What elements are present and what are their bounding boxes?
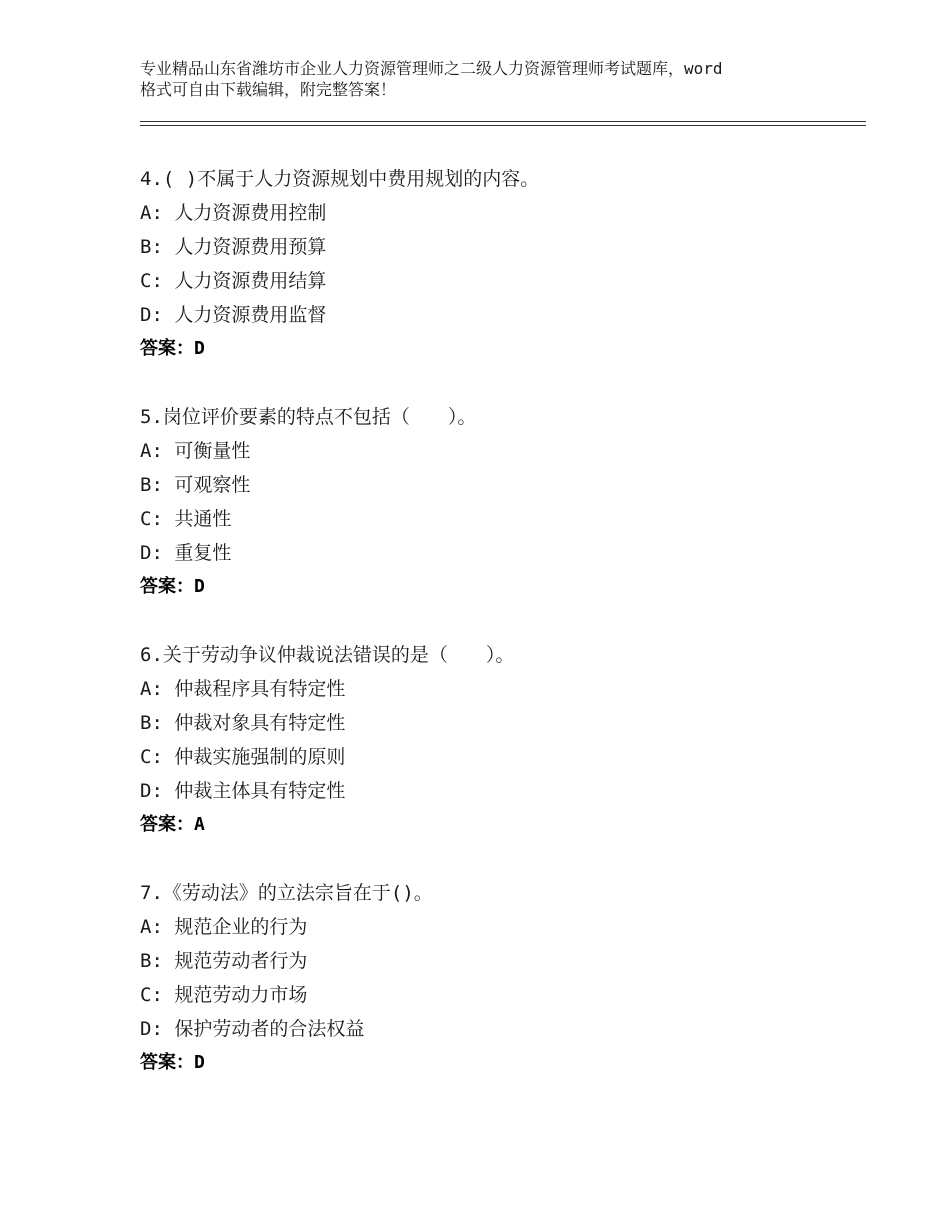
question-stem: 6.关于劳动争议仲裁说法错误的是（ ）。 bbox=[140, 644, 515, 666]
question-4 bbox=[140, 164, 840, 368]
option-d: D: 人力资源费用监督 bbox=[140, 304, 327, 326]
question-stem: 7.《劳动法》的立法宗旨在于()。 bbox=[140, 882, 433, 904]
option-b: B: 人力资源费用预算 bbox=[140, 236, 327, 258]
option-c: C: 规范劳动力市场 bbox=[140, 984, 308, 1006]
option-b: B: 可观察性 bbox=[140, 474, 251, 496]
question-5 bbox=[140, 402, 840, 606]
option-c: C: 人力资源费用结算 bbox=[140, 270, 327, 292]
option-d: D: 仲裁主体具有特定性 bbox=[140, 780, 346, 802]
header-divider bbox=[140, 121, 866, 122]
answer-label: 答案：A bbox=[140, 814, 205, 835]
question-stem: 4.( )不属于人力资源规划中费用规划的内容。 bbox=[140, 168, 540, 190]
option-a: A: 可衡量性 bbox=[140, 440, 251, 462]
option-d: D: 保护劳动者的合法权益 bbox=[140, 1018, 365, 1040]
question-stem: 5.岗位评价要素的特点不包括（ ）。 bbox=[140, 406, 477, 428]
question-list bbox=[140, 164, 840, 1116]
header-line-2: 格式可自由下载编辑，附完整答案！ bbox=[140, 80, 397, 99]
option-d: D: 重复性 bbox=[140, 542, 232, 564]
option-a: A: 人力资源费用控制 bbox=[140, 202, 327, 224]
document-header bbox=[140, 58, 840, 100]
question-6 bbox=[140, 640, 840, 844]
option-b: B: 仲裁对象具有特定性 bbox=[140, 712, 346, 734]
header-divider-second bbox=[140, 125, 866, 126]
answer-label: 答案：D bbox=[140, 338, 205, 359]
option-a: A: 仲裁程序具有特定性 bbox=[140, 678, 346, 700]
option-b: B: 规范劳动者行为 bbox=[140, 950, 308, 972]
option-c: C: 仲裁实施强制的原则 bbox=[140, 746, 346, 768]
option-a: A: 规范企业的行为 bbox=[140, 916, 308, 938]
question-7 bbox=[140, 878, 840, 1082]
answer-label: 答案：D bbox=[140, 576, 205, 597]
header-line-1: 专业精品山东省潍坊市企业人力资源管理师之二级人力资源管理师考试题库，word bbox=[140, 59, 723, 78]
answer-label: 答案：D bbox=[140, 1052, 205, 1073]
option-c: C: 共通性 bbox=[140, 508, 232, 530]
